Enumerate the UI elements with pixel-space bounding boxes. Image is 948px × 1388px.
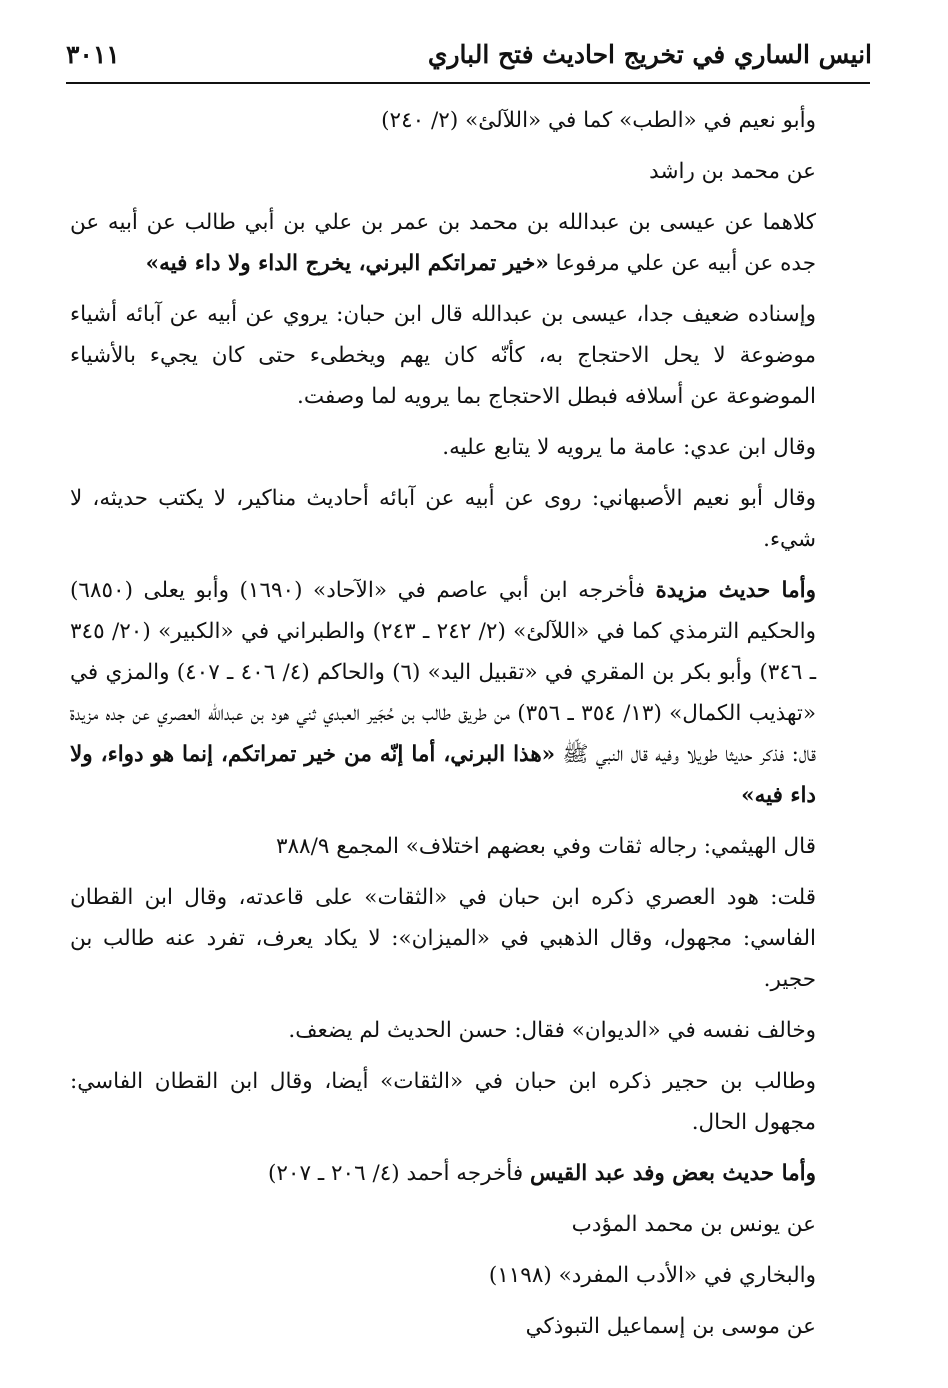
section-heading: وأما حديث بعض وفد عبد القيس bbox=[529, 1161, 816, 1186]
paragraph bbox=[70, 1306, 868, 1347]
paragraph bbox=[70, 1153, 868, 1194]
page-number: ٣٠١١ bbox=[66, 40, 120, 69]
text-run: عن يونس بن محمد المؤدب bbox=[571, 1212, 816, 1237]
text-run: عن محمد بن راشد bbox=[649, 159, 816, 184]
text-run: فأخرجه ابن أبي عاصم في «الآحاد» (١٦٩٠) وأبو يعلى (٦٨٥٠) والحكيم الترمذي كما في «اللآلئ» (٢/ ٢٤٢ ـ ٢٤٣) والطبراني في «الكبير» (٢٠/ ٣٤٥ ـ ٣٤٦) وأبو بكر بن المقري في «تقبيل اليد» (٦) والحاكم (٤/ ٤٠٦ ـ ٤٠٧) والمزي في «تهذيب الكمال» (١٣/ ٣٥٤ ـ ٣٥٦) من طريق طالب بن حُجَير العبدي ثني هود بن عبدالله العصري عن جده مزيدة قال: فذكر حديثا طويلا وفيه قال النبي ﷺ bbox=[70, 578, 817, 767]
text-run: فأخرجه أحمد (٤/ ٢٠٦ ـ ٢٠٧) bbox=[267, 1161, 530, 1186]
running-header bbox=[66, 38, 872, 78]
section-heading: وأما حديث مزيدة bbox=[655, 578, 816, 603]
hadith-text: «خير تمراتكم البرني، يخرج الداء ولا داء فيه» bbox=[145, 251, 549, 276]
text-run: وقال ابن عدي: عامة ما يرويه لا يتابع عليه. bbox=[442, 435, 816, 460]
text-run: والبخاري في «الأدب المفرد» (١١٩٨) bbox=[488, 1263, 816, 1288]
text-run: وخالف نفسه في «الديوان» فقال: حسن الحديث لم يضعف. bbox=[288, 1018, 816, 1043]
text-run: وقال أبو نعيم الأصبهاني: روى عن أبيه عن آبائه أحاديث مناكير، لا يكتب حديثه، لا شيء. bbox=[70, 486, 816, 552]
paragraph bbox=[70, 570, 868, 816]
paragraph bbox=[70, 1010, 868, 1051]
paragraph bbox=[70, 1061, 868, 1143]
text-run: قلت: هود العصري ذكره ابن حبان في «الثقات» على قاعدته، وقال ابن القطان الفاسي: مجهول، وقال الذهبي في «الميزان»: لا يكاد يعرف، تفرد عنه طالب بن حجير. bbox=[70, 885, 816, 992]
page-body bbox=[70, 100, 868, 1357]
hadith-text: «هذا البرني، أما إنّه من خير تمراتكم، إنما هو دواء، ولا داء فيه» bbox=[70, 742, 816, 808]
paragraph bbox=[70, 826, 868, 867]
text-run: وإسناده ضعيف جدا، عيسى بن عبدالله قال ابن حبان: يروي عن أبيه عن آبائه أشياء موضوعة لا يحل الاحتجاج به، كأنّه كان يهم ويخطىء حتى كان يجيء بالأشياء الموضوعة عن أسلافه فبطل الاحتجاج بما يرويه لما وصفت. bbox=[70, 302, 816, 409]
text-run: كلاهما عن عيسى بن عبدالله بن محمد بن عمر بن علي بن أبي طالب عن أبيه عن جده عن أبيه عن علي مرفوعا bbox=[70, 210, 816, 276]
running-title: انيس الساري في تخريج احاديث فتح الباري bbox=[427, 40, 872, 69]
paragraph bbox=[70, 294, 868, 417]
paragraph bbox=[70, 1255, 868, 1296]
paragraph bbox=[70, 202, 868, 284]
text-run: وأبو نعيم في «الطب» كما في «اللآلئ» (٢/ ٢٤٠) bbox=[381, 108, 816, 133]
text-run: وطالب بن حجير ذكره ابن حبان في «الثقات» أيضا، وقال ابن القطان الفاسي: مجهول الحال. bbox=[70, 1069, 816, 1135]
paragraph bbox=[70, 427, 868, 468]
paragraph bbox=[70, 877, 868, 1000]
text-run: عن موسى بن إسماعيل التبوذكي bbox=[525, 1314, 816, 1339]
paragraph bbox=[70, 100, 868, 141]
paragraph bbox=[70, 1204, 868, 1245]
paragraph bbox=[70, 478, 868, 560]
text-run: قال الهيثمي: رجاله ثقات وفي بعضهم اختلاف» المجمع ٣٨٨/٩ bbox=[275, 834, 816, 859]
paragraph bbox=[70, 151, 868, 192]
header-rule bbox=[66, 82, 870, 84]
